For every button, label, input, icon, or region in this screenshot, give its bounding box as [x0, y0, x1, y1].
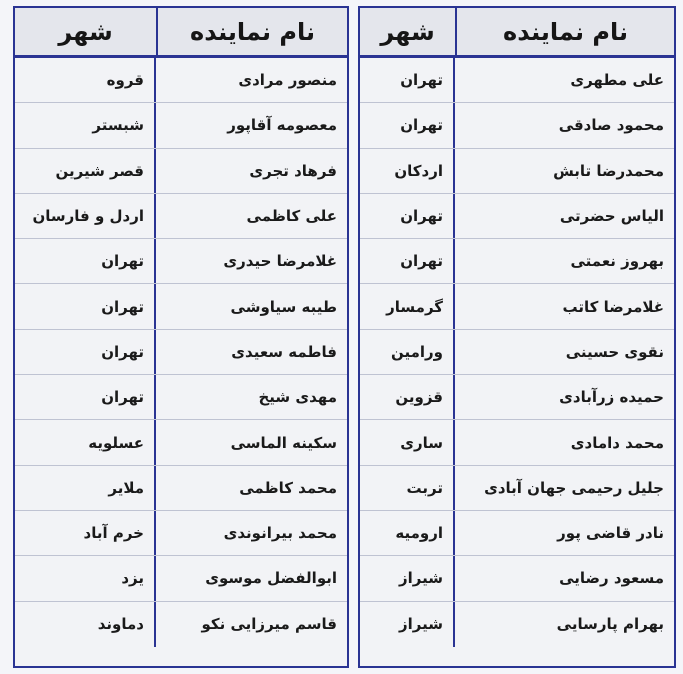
table-row [15, 58, 347, 103]
representative-city: قزوین [360, 375, 455, 419]
representative-name: منصور مرادی [238, 71, 337, 90]
representative-city: قروه [15, 58, 156, 102]
table-row [360, 466, 674, 511]
table-row [360, 556, 674, 601]
representative-name: محمد بیرانوندی [223, 524, 337, 543]
table-row [360, 375, 674, 420]
representative-name: محمدرضا تابش [553, 161, 664, 180]
representative-city: تهران [360, 103, 455, 147]
table-row [15, 239, 347, 284]
representative-name: علی مطهری [570, 71, 664, 90]
representative-city: شیراز [360, 556, 455, 600]
representative-name: بهرام پارسایی [556, 615, 664, 634]
table-row [15, 602, 347, 647]
representative-name: مسعود رضایی [559, 569, 664, 588]
representative-name: غلامرضا کاتب [562, 297, 664, 316]
representative-city: عسلویه [15, 420, 156, 464]
representatives-table-right [358, 6, 676, 668]
representative-city: یزد [15, 556, 156, 600]
representative-name: مهدی شیخ [258, 388, 337, 407]
representative-city: شبستر [15, 103, 156, 147]
representative-name: غلامرضا حیدری [223, 252, 337, 271]
city-column-header: شهر [380, 17, 435, 46]
table-header [360, 8, 674, 58]
representative-name: بهروز نعمتی [570, 252, 664, 271]
table-row [360, 511, 674, 556]
city-column-header: شهر [58, 17, 113, 46]
representative-name: طیبه سیاوشی [230, 297, 337, 316]
representative-name: محمد کاظمی [239, 478, 337, 497]
representative-name: نقوی حسینی [565, 342, 664, 361]
representative-name: نادر قاضی پور [557, 524, 664, 543]
table-row [360, 284, 674, 329]
representative-name: جلیل رحیمی جهان آبادی [484, 478, 664, 497]
name-column-header: نام نماینده [455, 8, 674, 55]
table-row [15, 420, 347, 465]
table-row [15, 375, 347, 420]
representative-city: اردل و فارسان [15, 194, 156, 238]
representative-name: قاسم میرزایی نکو [201, 615, 337, 634]
representatives-table-left [13, 6, 349, 668]
table-row [15, 194, 347, 239]
representative-name: الیاس حضرتی [559, 207, 664, 226]
table-row [360, 194, 674, 239]
representative-name: محمود صادقی [558, 116, 664, 135]
table-row [360, 58, 674, 103]
representative-city: شیراز [360, 602, 455, 647]
representative-city: ارومیه [360, 511, 455, 555]
representative-city: اردکان [360, 149, 455, 193]
table-row [360, 103, 674, 148]
representative-city: تربت [360, 466, 455, 510]
representative-city: تهران [360, 194, 455, 238]
table-row [15, 556, 347, 601]
representative-city: خرم آباد [15, 511, 156, 555]
representative-city: ساری [360, 420, 455, 464]
representative-city: تهران [15, 284, 156, 328]
table-row [360, 239, 674, 284]
table-header [15, 8, 347, 58]
representative-city: تهران [15, 330, 156, 374]
representative-name: فاطمه سعیدی [231, 342, 337, 361]
representative-name: فرهاد تجری [249, 161, 337, 180]
representative-city: دماوند [15, 602, 156, 647]
representative-name: سکینه الماسی [230, 433, 337, 452]
name-column-header: نام نماینده [156, 8, 347, 55]
table-row [360, 602, 674, 647]
table-row [360, 330, 674, 375]
representative-city: تهران [15, 239, 156, 283]
table-row [15, 149, 347, 194]
representative-city: ورامین [360, 330, 455, 374]
representative-name: حمیده زرآبادی [559, 388, 664, 407]
representative-city: گرمسار [360, 284, 455, 328]
representative-name: محمد دامادی [570, 433, 664, 452]
table-row [360, 149, 674, 194]
table-row [15, 511, 347, 556]
table-row [15, 330, 347, 375]
representative-city: تهران [15, 375, 156, 419]
representative-city: تهران [360, 239, 455, 283]
representative-name: معصومه آقاپور [227, 116, 337, 135]
representative-name: ابوالفضل موسوی [205, 569, 337, 588]
representative-city: تهران [360, 58, 455, 102]
table-row [15, 103, 347, 148]
table-row [15, 466, 347, 511]
table-row [360, 420, 674, 465]
table-row [15, 284, 347, 329]
representative-city: ملایر [15, 466, 156, 510]
representative-name: علی کاظمی [246, 207, 337, 226]
representative-city: قصر شیرین [15, 149, 156, 193]
